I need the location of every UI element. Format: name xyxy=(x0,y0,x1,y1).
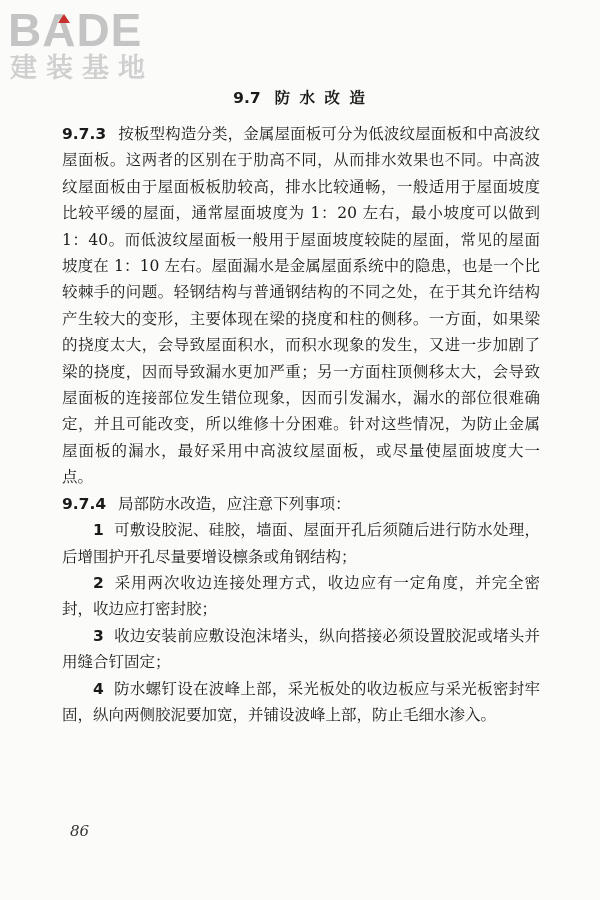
item-number: 4 xyxy=(93,679,104,698)
clause-text: 局部防水改造，应注意下列事项： xyxy=(118,494,351,513)
section-title xyxy=(0,88,600,108)
page-number: 86 xyxy=(70,822,90,840)
item-text: 防水螺钉设在波峰上部，采光板处的收边板应与采光板密封牢固，纵向两侧胶泥要加宽，并铺设波峰上部，防止毛细水渗入。 xyxy=(62,679,540,724)
logo-latin-text: BADE xyxy=(8,4,143,56)
list-item xyxy=(62,623,540,676)
item-text: 可敷设胶泥、硅胶，墙面、屋面开孔后须随后进行防水处理，后增围护开孔尽量要增设檩条或角钢结构； xyxy=(62,521,540,566)
page-body xyxy=(62,121,540,728)
item-number: 2 xyxy=(93,573,104,592)
item-number: 3 xyxy=(93,626,104,645)
item-text: 收边安装前应敷设泡沫堵头，纵向搭接必须设置胶泥或堵头并用缝合钉固定； xyxy=(62,626,540,672)
item-number: 1 xyxy=(93,521,104,540)
list-item xyxy=(62,517,540,570)
clause-number: 9.7.4 xyxy=(62,494,107,513)
list-item xyxy=(62,570,540,623)
logo-chinese-text: 建装基地 xyxy=(10,53,154,84)
clause-text: 按板型构造分类，金属屋面板可分为低波纹屋面板和中高波纹屋面板。这两者的区别在于肋高不同，从而排水效果也不同。中高波纹屋面板由于屋面板板肋较高，排水比较通畅，一般适用于屋面坡度比较平缓的屋面，通常屋面坡度为 1：20 左右，最小坡度可以做到 1：40。而低波纹屋面板一般用于屋面坡度较陡的屋面，常见的屋面坡度在 1：10 左右。屋面漏水是金属屋面系统中的隐患，也是一个比较棘手的问题。轻钢结构与普通钢结构的不同之处，在于其允许结构产生较大的变形，主要体现在梁的挠度和柱的侧移。一方面，如果梁的挠度太大，会导致屋面积水，而积水现象的发生，又进一步加剧了梁的挠度，因而导致漏水更加严重；另一方面柱顶侧移太大，会导致屋面板的连接部位发生错位现象，因而引发漏水，漏水的部位很难确定，并且可能改变，所以维修十分困难。针对这些情况，为防止金属屋面板的漏水，最好采用中高波纹屋面板，或尽量使屋面坡度大一点。 xyxy=(62,125,540,487)
section-number: 9.7 xyxy=(233,89,261,107)
clause-number: 9.7.3 xyxy=(62,125,107,143)
item-text: 采用两次收边连接处理方式，收边应有一定角度，并完全密封，收边应打密封胶； xyxy=(62,573,540,619)
list-item xyxy=(62,676,540,729)
logo-red-triangle-icon xyxy=(58,14,70,23)
clause-9-7-4 xyxy=(62,491,540,517)
clause-9-7-3 xyxy=(62,121,540,491)
section-title-text: 防 水 改 造 xyxy=(274,89,367,107)
bade-logo xyxy=(8,4,178,84)
